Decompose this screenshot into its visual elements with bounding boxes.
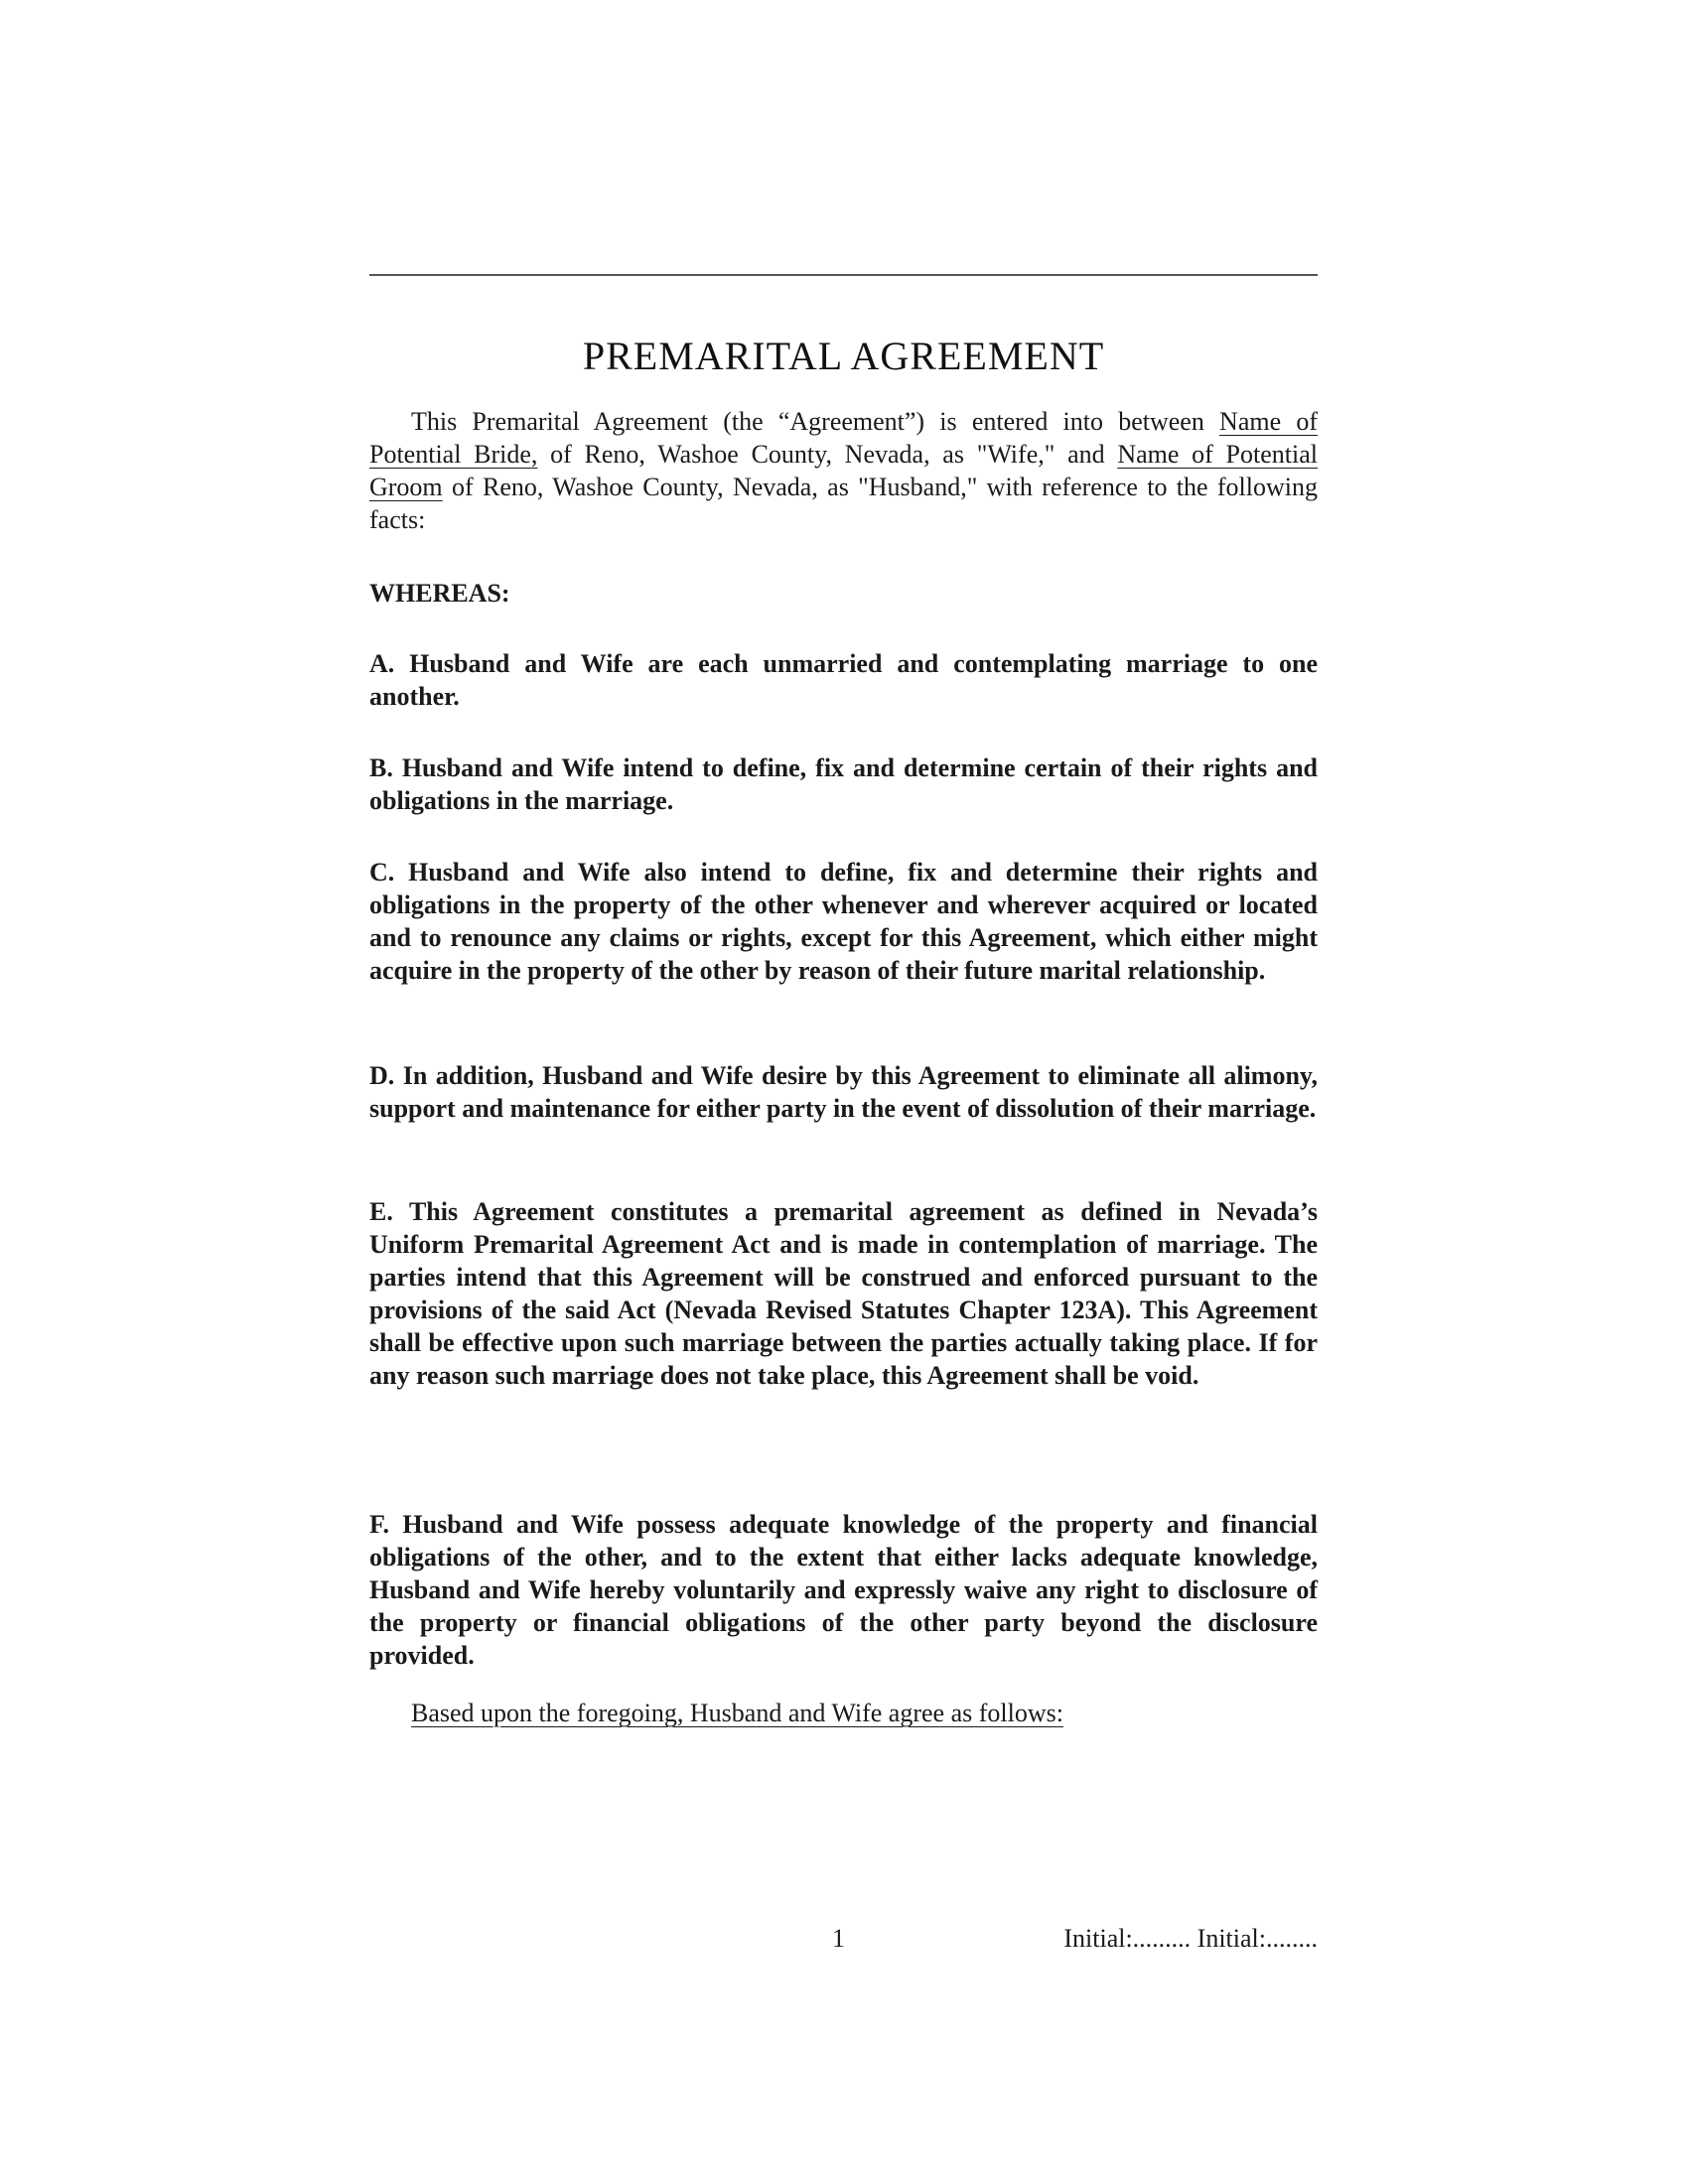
page-number: 1 [832,1924,845,1953]
bride-name-field: Name of Potential Bride, [369,407,1318,469]
recital-c: C. Husband and Wife also intend to define, fix and determine their rights and obligations in the property of the other whenever and wherever acquired or located and to renounce any claims or rights, except for this Agreement, which either might acquire in the property of the other by reason of their future marital relationship. [369,858,1318,985]
intro-text-3: of Reno, Washoe County, Nevada, as "Husband," with reference to the following facts: [369,473,1318,534]
intro-text-1: This Premarital Agreement (the “Agreement”) is entered into between [411,407,1220,436]
top-rule-divider [369,274,1318,276]
recital-d: D. In addition, Husband and Wife desire by this Agreement to eliminate all alimony, support and maintenance for either party in the event of dissolution of their marriage. [369,1061,1318,1123]
whereas-heading: WHEREAS: [369,579,510,608]
intro-text-2: of Reno, Washoe County, Nevada, as "Wife," and [537,440,1118,469]
document-title: PREMARITAL AGREEMENT [582,334,1105,378]
recital-b: B. Husband and Wife intend to define, fix and determine certain of their rights and obligations in the marriage. [369,753,1318,815]
recital-f: F. Husband and Wife possess adequate knowledge of the property and financial obligations of the other, and to the extent that either lacks adequate knowledge, Husband and Wife hereby voluntarily and expressly waive any right to disclosure of the property or financial obligations of the other party beyond the disclosure provided. [369,1510,1318,1670]
intro-paragraph [369,405,1318,536]
recital-e: E. This Agreement constitutes a premarital agreement as defined in Nevada’s Uniform Premarital Agreement Act and is made in contemplation of marriage. The parties intend that this Agreement will be construed and enforced pursuant to the provisions of the said Act (Nevada Revised Statutes Chapter 123A). This Agreement shall be effective upon such marriage between the parties actually taking place. If for any reason such marriage does not take place, this Agreement shall be void. [369,1197,1318,1390]
recital-a: A. Husband and Wife are each unmarried and contemplating marriage to one another. [369,649,1318,711]
closing-text: Based upon the foregoing, Husband and Wife agree as follows: [411,1699,1063,1727]
closing-line [369,1697,1318,1729]
initials-line: Initial:......... Initial:........ [1063,1924,1318,1953]
groom-name-field: Name of Potential Groom [369,440,1318,501]
